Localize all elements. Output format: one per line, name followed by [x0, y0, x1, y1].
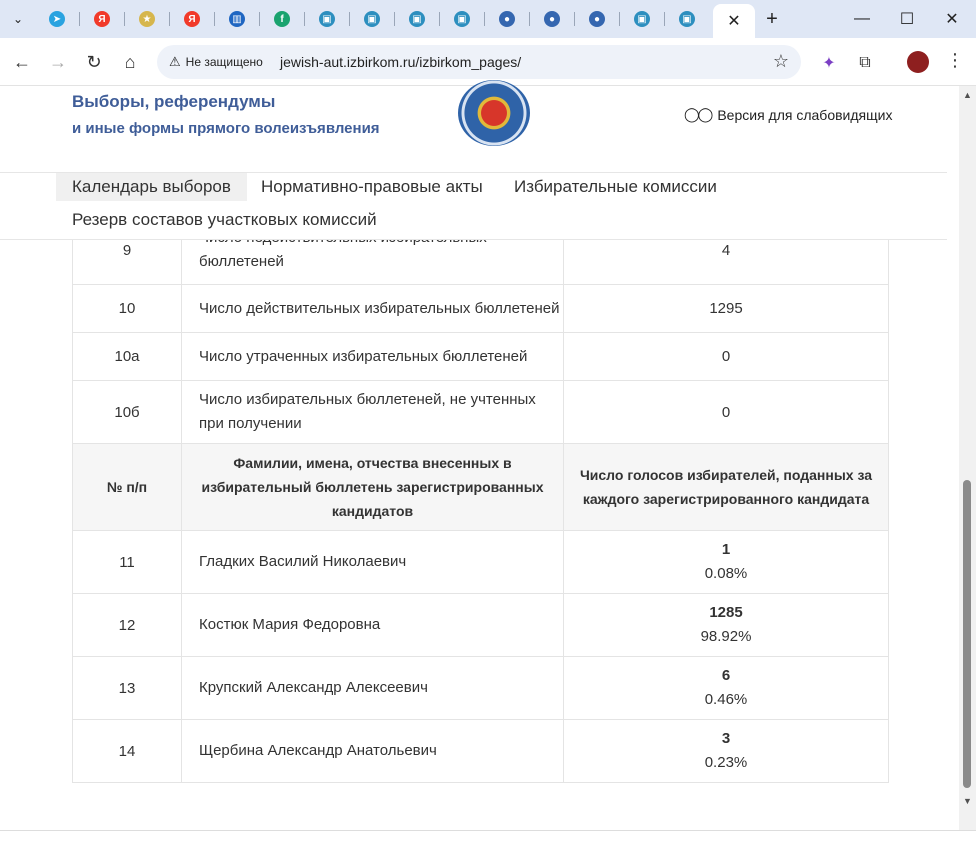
minimize-button[interactable]	[850, 8, 874, 30]
cik-emblem-icon: ●	[499, 11, 515, 27]
candidate-number: 13	[73, 657, 182, 719]
maximize-button[interactable]	[895, 8, 919, 30]
browser-tab[interactable]	[361, 8, 383, 30]
candidate-votes: 3	[721, 730, 731, 747]
candidate-votes-cell	[564, 720, 888, 782]
close-icon: ✕	[945, 11, 959, 28]
profile-avatar[interactable]	[907, 51, 929, 73]
candidate-number: 12	[73, 594, 182, 656]
more-menu-icon[interactable]: ⋮	[946, 50, 964, 70]
home-icon: ⌂	[124, 51, 136, 72]
close-icon[interactable]: ✕	[727, 13, 741, 30]
table-row	[73, 333, 888, 381]
browser-tab[interactable]	[91, 8, 113, 30]
chevron-down-icon: ⌄	[12, 12, 24, 26]
forward-button[interactable]	[46, 50, 70, 74]
candidate-votes: 1	[721, 541, 731, 558]
tab-separator	[664, 12, 665, 26]
row-number: 10	[73, 285, 182, 332]
tab-strip	[0, 0, 976, 38]
yandex-icon: Я	[184, 11, 200, 27]
candidate-percent: 98.92%	[700, 628, 752, 645]
browser-tab[interactable]	[136, 8, 158, 30]
row-number: 10а	[73, 333, 182, 380]
browser-tab[interactable]	[586, 8, 608, 30]
accessibility-link[interactable]	[684, 106, 892, 123]
function-icon: f	[274, 11, 290, 27]
tab-separator	[124, 12, 125, 26]
tab-separator	[529, 12, 530, 26]
results-table	[72, 240, 889, 783]
candidate-row	[73, 657, 888, 720]
row-value: 4	[721, 241, 731, 259]
browser-tab[interactable]	[496, 8, 518, 30]
site-title-line2[interactable]: и иные формы прямого волеизъявления	[72, 120, 380, 137]
extension-icon[interactable]: ✦	[822, 55, 836, 72]
bottom-strip	[0, 830, 976, 842]
site-info-button[interactable]	[165, 50, 269, 74]
candidate-name: Щербина Александр Анатольевич	[182, 720, 564, 782]
nav-election-calendar[interactable]: Календарь выборов	[56, 173, 247, 201]
emblem-gold-icon: ★	[139, 11, 155, 27]
active-tab[interactable]	[713, 4, 755, 38]
browser-tab[interactable]	[541, 8, 563, 30]
accessibility-label: Версия для слабовидящих	[717, 106, 893, 123]
tab-search-dropdown[interactable]	[8, 9, 28, 29]
candidate-number: 11	[73, 531, 182, 593]
tab-separator	[394, 12, 395, 26]
tab-separator	[259, 12, 260, 26]
browser-tab[interactable]	[181, 8, 203, 30]
table-row	[73, 285, 888, 333]
row-label: Число действительных избирательных бюллетеней	[182, 285, 564, 332]
reload-button[interactable]	[82, 50, 106, 74]
row-number: 9	[73, 216, 182, 284]
scroll-down-icon[interactable]: ▼	[963, 796, 972, 806]
nav-election-commissions[interactable]: Избирательные комиссии	[514, 177, 717, 196]
ballot-box-icon: ▣	[319, 11, 335, 27]
candidate-name: Крупский Александр Алексеевич	[182, 657, 564, 719]
candidate-percent: 0.08%	[704, 565, 748, 582]
candidate-number: 14	[73, 720, 182, 782]
tab-separator	[439, 12, 440, 26]
maximize-icon: ☐	[899, 11, 915, 28]
header-votes: Число голосов избирателей, поданных за каждого зарегистрированного кандидата	[579, 467, 873, 507]
main-nav	[0, 173, 947, 240]
row-value: 1295	[709, 300, 743, 317]
browser-tab[interactable]	[46, 8, 68, 30]
candidate-votes: 1285	[709, 604, 743, 621]
document-icon: ▥	[229, 11, 245, 27]
home-button[interactable]	[118, 50, 142, 74]
ballot-box-icon: ▣	[454, 11, 470, 27]
candidate-percent: 0.46%	[704, 691, 748, 708]
tab-separator	[619, 12, 620, 26]
row-label: Число избирательных бюллетеней, не учтенных при получении	[182, 381, 564, 443]
new-tab-button[interactable]	[762, 8, 782, 30]
candidate-row	[73, 720, 888, 783]
glasses-icon: ◯◯	[684, 106, 712, 122]
ballot-box-icon: ▣	[679, 11, 695, 27]
tab-separator	[349, 12, 350, 26]
warning-icon: ⚠	[169, 54, 181, 69]
candidate-name: Гладких Василий Николаевич	[182, 531, 564, 593]
candidate-row	[73, 594, 888, 657]
candidate-percent: 0.23%	[704, 754, 748, 771]
back-button[interactable]	[10, 50, 34, 74]
browser-tab[interactable]	[451, 8, 473, 30]
tab-separator	[574, 12, 575, 26]
close-window-button[interactable]	[940, 8, 964, 30]
candidate-votes-cell	[564, 657, 888, 719]
tab-separator	[484, 12, 485, 26]
tab-separator	[169, 12, 170, 26]
nav-legal-acts[interactable]: Нормативно-правовые акты	[261, 177, 483, 196]
site-title-line1[interactable]: Выборы, референдумы	[72, 92, 276, 111]
tab-separator	[304, 12, 305, 26]
nav-reserve-commissions[interactable]: Резерв составов участковых комиссий	[72, 210, 377, 229]
telegram-icon: ➤	[49, 11, 65, 27]
minimize-icon: —	[854, 10, 870, 27]
candidate-votes-cell	[564, 531, 888, 593]
scroll-up-icon[interactable]: ▲	[963, 90, 972, 100]
bookmark-star-icon[interactable]: ☆	[772, 51, 789, 71]
cik-emblem-icon[interactable]	[458, 80, 530, 146]
browser-tab[interactable]	[271, 8, 293, 30]
table-row	[73, 381, 888, 444]
candidate-votes: 6	[721, 667, 731, 684]
tab-separator	[79, 12, 80, 26]
row-label: Число утраченных избирательных бюллетеней	[182, 333, 564, 380]
url-text[interactable]: jewish-aut.izbirkom.ru/izbirkom_pages/	[280, 54, 522, 70]
plus-icon: +	[766, 7, 778, 30]
candidate-name: Костюк Мария Федоровна	[182, 594, 564, 656]
candidate-votes-cell	[564, 594, 888, 656]
candidate-row	[73, 531, 888, 594]
browser-tab[interactable]	[676, 8, 698, 30]
ballot-box-icon: ▣	[409, 11, 425, 27]
row-number: 10б	[73, 381, 182, 443]
browser-tab[interactable]	[226, 8, 248, 30]
browser-toolbar	[0, 38, 976, 86]
reload-icon: ↻	[86, 51, 102, 72]
puzzle-icon[interactable]: ⧉	[859, 54, 871, 71]
security-label: Не защищено	[185, 55, 263, 69]
ballot-box-icon: ▣	[364, 11, 380, 27]
candidates-header-row	[73, 444, 888, 531]
arrow-left-icon: ←	[13, 51, 31, 72]
address-bar[interactable]	[157, 45, 801, 79]
arrow-right-icon: →	[49, 51, 67, 72]
cik-emblem-icon: ●	[544, 11, 560, 27]
row-label: бюллетеней	[182, 216, 564, 284]
row-value: 0	[721, 403, 731, 421]
row-value: 0	[721, 348, 731, 365]
scrollbar-thumb[interactable]	[963, 480, 971, 788]
site-header	[0, 86, 947, 173]
tab-separator	[214, 12, 215, 26]
browser-tab[interactable]	[631, 8, 653, 30]
cik-emblem-icon: ●	[589, 11, 605, 27]
browser-tab[interactable]	[406, 8, 428, 30]
header-number: № п/п	[73, 444, 182, 530]
ballot-box-icon: ▣	[634, 11, 650, 27]
header-candidates: Фамилии, имена, отчества внесенных в избирательный бюллетень зарегистрированных кандидатов	[182, 444, 564, 530]
browser-tab[interactable]	[316, 8, 338, 30]
yandex-icon: Я	[94, 11, 110, 27]
